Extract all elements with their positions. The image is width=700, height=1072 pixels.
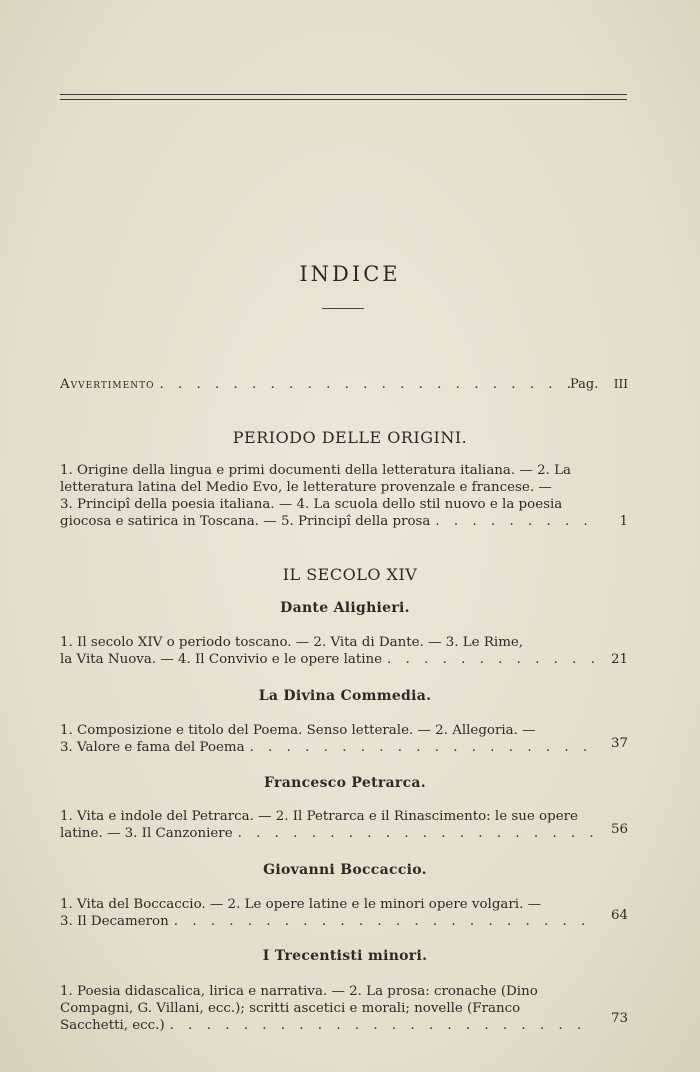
page-number: 21	[610, 652, 628, 667]
toc-line: 3. Valore e fama del Poema	[60, 740, 245, 755]
avvertimento-label: Avvertimento	[60, 377, 155, 392]
toc-line-leader	[60, 913, 600, 930]
author-heading-dante: Dante Alighieri.	[280, 600, 410, 616]
author-heading-commedia: La Divina Commedia.	[258, 688, 432, 704]
toc-line-leader	[60, 739, 600, 756]
leader-dots	[250, 739, 596, 756]
toc-line: la Vita Nuova. — 4. Il Convivio e le opere latine	[60, 652, 383, 667]
leader-dots	[174, 913, 596, 930]
page-number: 1	[619, 514, 628, 529]
leader-dots	[387, 651, 596, 668]
toc-line: 1. Vita del Boccaccio. — 2. Le opere latine e le minori opere volgari. —	[60, 897, 541, 912]
toc-line-leader	[60, 825, 600, 842]
leader-dots	[435, 513, 596, 530]
page-number: 73	[610, 1011, 628, 1026]
toc-line: latine. — 3. Il Canzoniere	[60, 826, 233, 841]
toc-line-leader	[60, 1017, 600, 1034]
top-double-rule	[60, 94, 627, 100]
pag-label: Pag.	[570, 377, 599, 392]
page-number: 56	[610, 822, 628, 837]
title-divider	[322, 308, 364, 309]
page-number: III	[613, 377, 628, 391]
author-heading-trecentisti: I Trecentisti minori.	[262, 948, 428, 964]
toc-line: letteratura latina del Medio Evo, le letterature provenzale e francese. —	[60, 480, 552, 495]
leader-dots	[159, 376, 586, 393]
toc-line: Compagni, G. Villani, ecc.); scritti ascetici e morali; novelle (Franco	[60, 1001, 521, 1016]
toc-line: giocosa e satirica in Toscana. — 5. Principî della prosa	[60, 514, 431, 529]
toc-line: 1. Il secolo XIV o periodo toscano. — 2. Vita di Dante. — 3. Le Rime,	[60, 635, 524, 650]
toc-line-leader	[60, 651, 600, 668]
author-heading-boccaccio: Giovanni Boccaccio.	[263, 862, 427, 878]
toc-line: 3. Il Decameron	[60, 914, 169, 929]
toc-line: 1. Poesia didascalica, lirica e narrativa. — 2. La prosa: cronache (Dino	[60, 984, 538, 999]
toc-line-leader	[60, 513, 600, 530]
leader-dots	[170, 1017, 596, 1034]
author-heading-petrarca: Francesco Petrarca.	[264, 775, 426, 791]
toc-line: 3. Principî della poesia italiana. — 4. La scuola dello stil nuovo e la poesia	[60, 497, 563, 512]
page-title: INDICE	[299, 262, 401, 286]
toc-line: 1. Composizione e titolo del Poema. Senso letterale. — 2. Allegoria. —	[60, 723, 536, 738]
section-heading-secolo-xiv: IL SECOLO XIV	[282, 565, 418, 584]
leader-dots	[238, 825, 596, 842]
page-number: 37	[610, 736, 628, 751]
toc-line: 1. Origine della lingua e primi documenti della letteratura italiana. — 2. La	[60, 463, 571, 478]
page-number: 64	[610, 908, 628, 923]
toc-line: 1. Vita e indole del Petrarca. — 2. Il Petrarca e il Rinascimento: le sue opere	[60, 809, 578, 824]
toc-line: Sacchetti, ecc.)	[60, 1018, 165, 1033]
section-heading-origini: PERIODO DELLE ORIGINI.	[232, 428, 468, 447]
toc-entry-avvertimento	[60, 376, 590, 393]
